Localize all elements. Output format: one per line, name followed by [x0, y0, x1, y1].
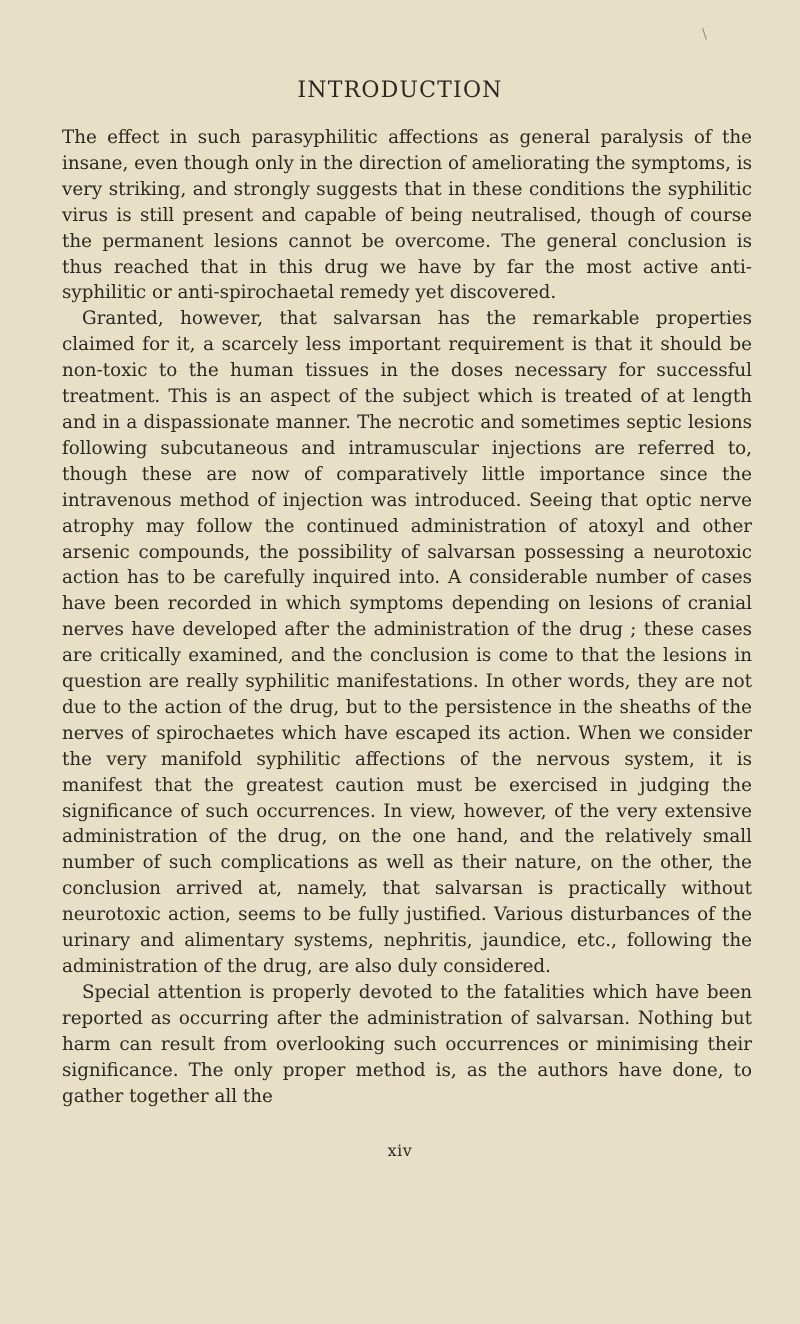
running-head: INTRODUCTION — [297, 78, 503, 103]
margin-mark — [702, 28, 707, 40]
paragraph-2: Granted, however, that salvarsan has the remarkable properties claimed for it, a scarcely less important requirement is that it should be non-toxic to the human tissues in the doses necessary for successful treatment. This is an aspect of the subject which is treated of at length and in a dispassionate manner. The necrotic and sometimes septic lesions following subcutaneous and intramuscular injections are referred to, though these are now of comparatively little importance since the intravenous method of injection was introduced. Seeing that optic nerve atrophy may follow the continued administration of atoxyl and other arsenic compounds, the possibility of salvarsan possessing a neurotoxic action has to be carefully inquired into. A considerable number of cases have been recorded in which symptoms depending on lesions of cranial nerves have developed after the administration of the drug ; these cases are critically examined, and the conclusion is come to that the lesions in question are really syphilitic manifestations. In other words, they are not due to the action of the drug, but to the persistence in the sheaths of the nerves of spirochaetes which have escaped its action. When we consider the very manifold syphilitic affections of the nervous system, it is manifest that the greatest caution must be exercised in judging the significance of such occurrences. In view, however, of the very extensive administration of the drug, on the one hand, and the relatively small number of such complications as well as their nature, on the other, the conclusion arrived at, namely, that salvarsan is practically without neurotoxic action, seems to be fully justified. Various disturbances of the urinary and alimentary systems, nephritis, jaundice, etc., following the administration of the drug, are also duly considered. — [62, 308, 752, 977]
page-number: xiv — [387, 1141, 413, 1160]
paragraph-3: Special attention is properly devoted to the fatalities which have been reported as occurring after the administration of salvarsan. Nothing but harm can result from overlooking such occurrences or minimising their significance. The only proper method is, as the authors have done, to gather together all the — [62, 981, 752, 1107]
paragraph-1: The effect in such parasyphilitic affections as general paralysis of the insane, even though only in the direction of ameliorating the symptoms, is very striking, and strongly suggests that in these conditions the syphilitic virus is still present and capable of being neutralised, though of course the permanent lesions cannot be overcome. The general conclusion is thus reached that in this drug we have by far the most active anti-syphilitic or anti-spirochaetal remedy yet discovered. — [62, 127, 752, 304]
body-text — [62, 125, 752, 1109]
